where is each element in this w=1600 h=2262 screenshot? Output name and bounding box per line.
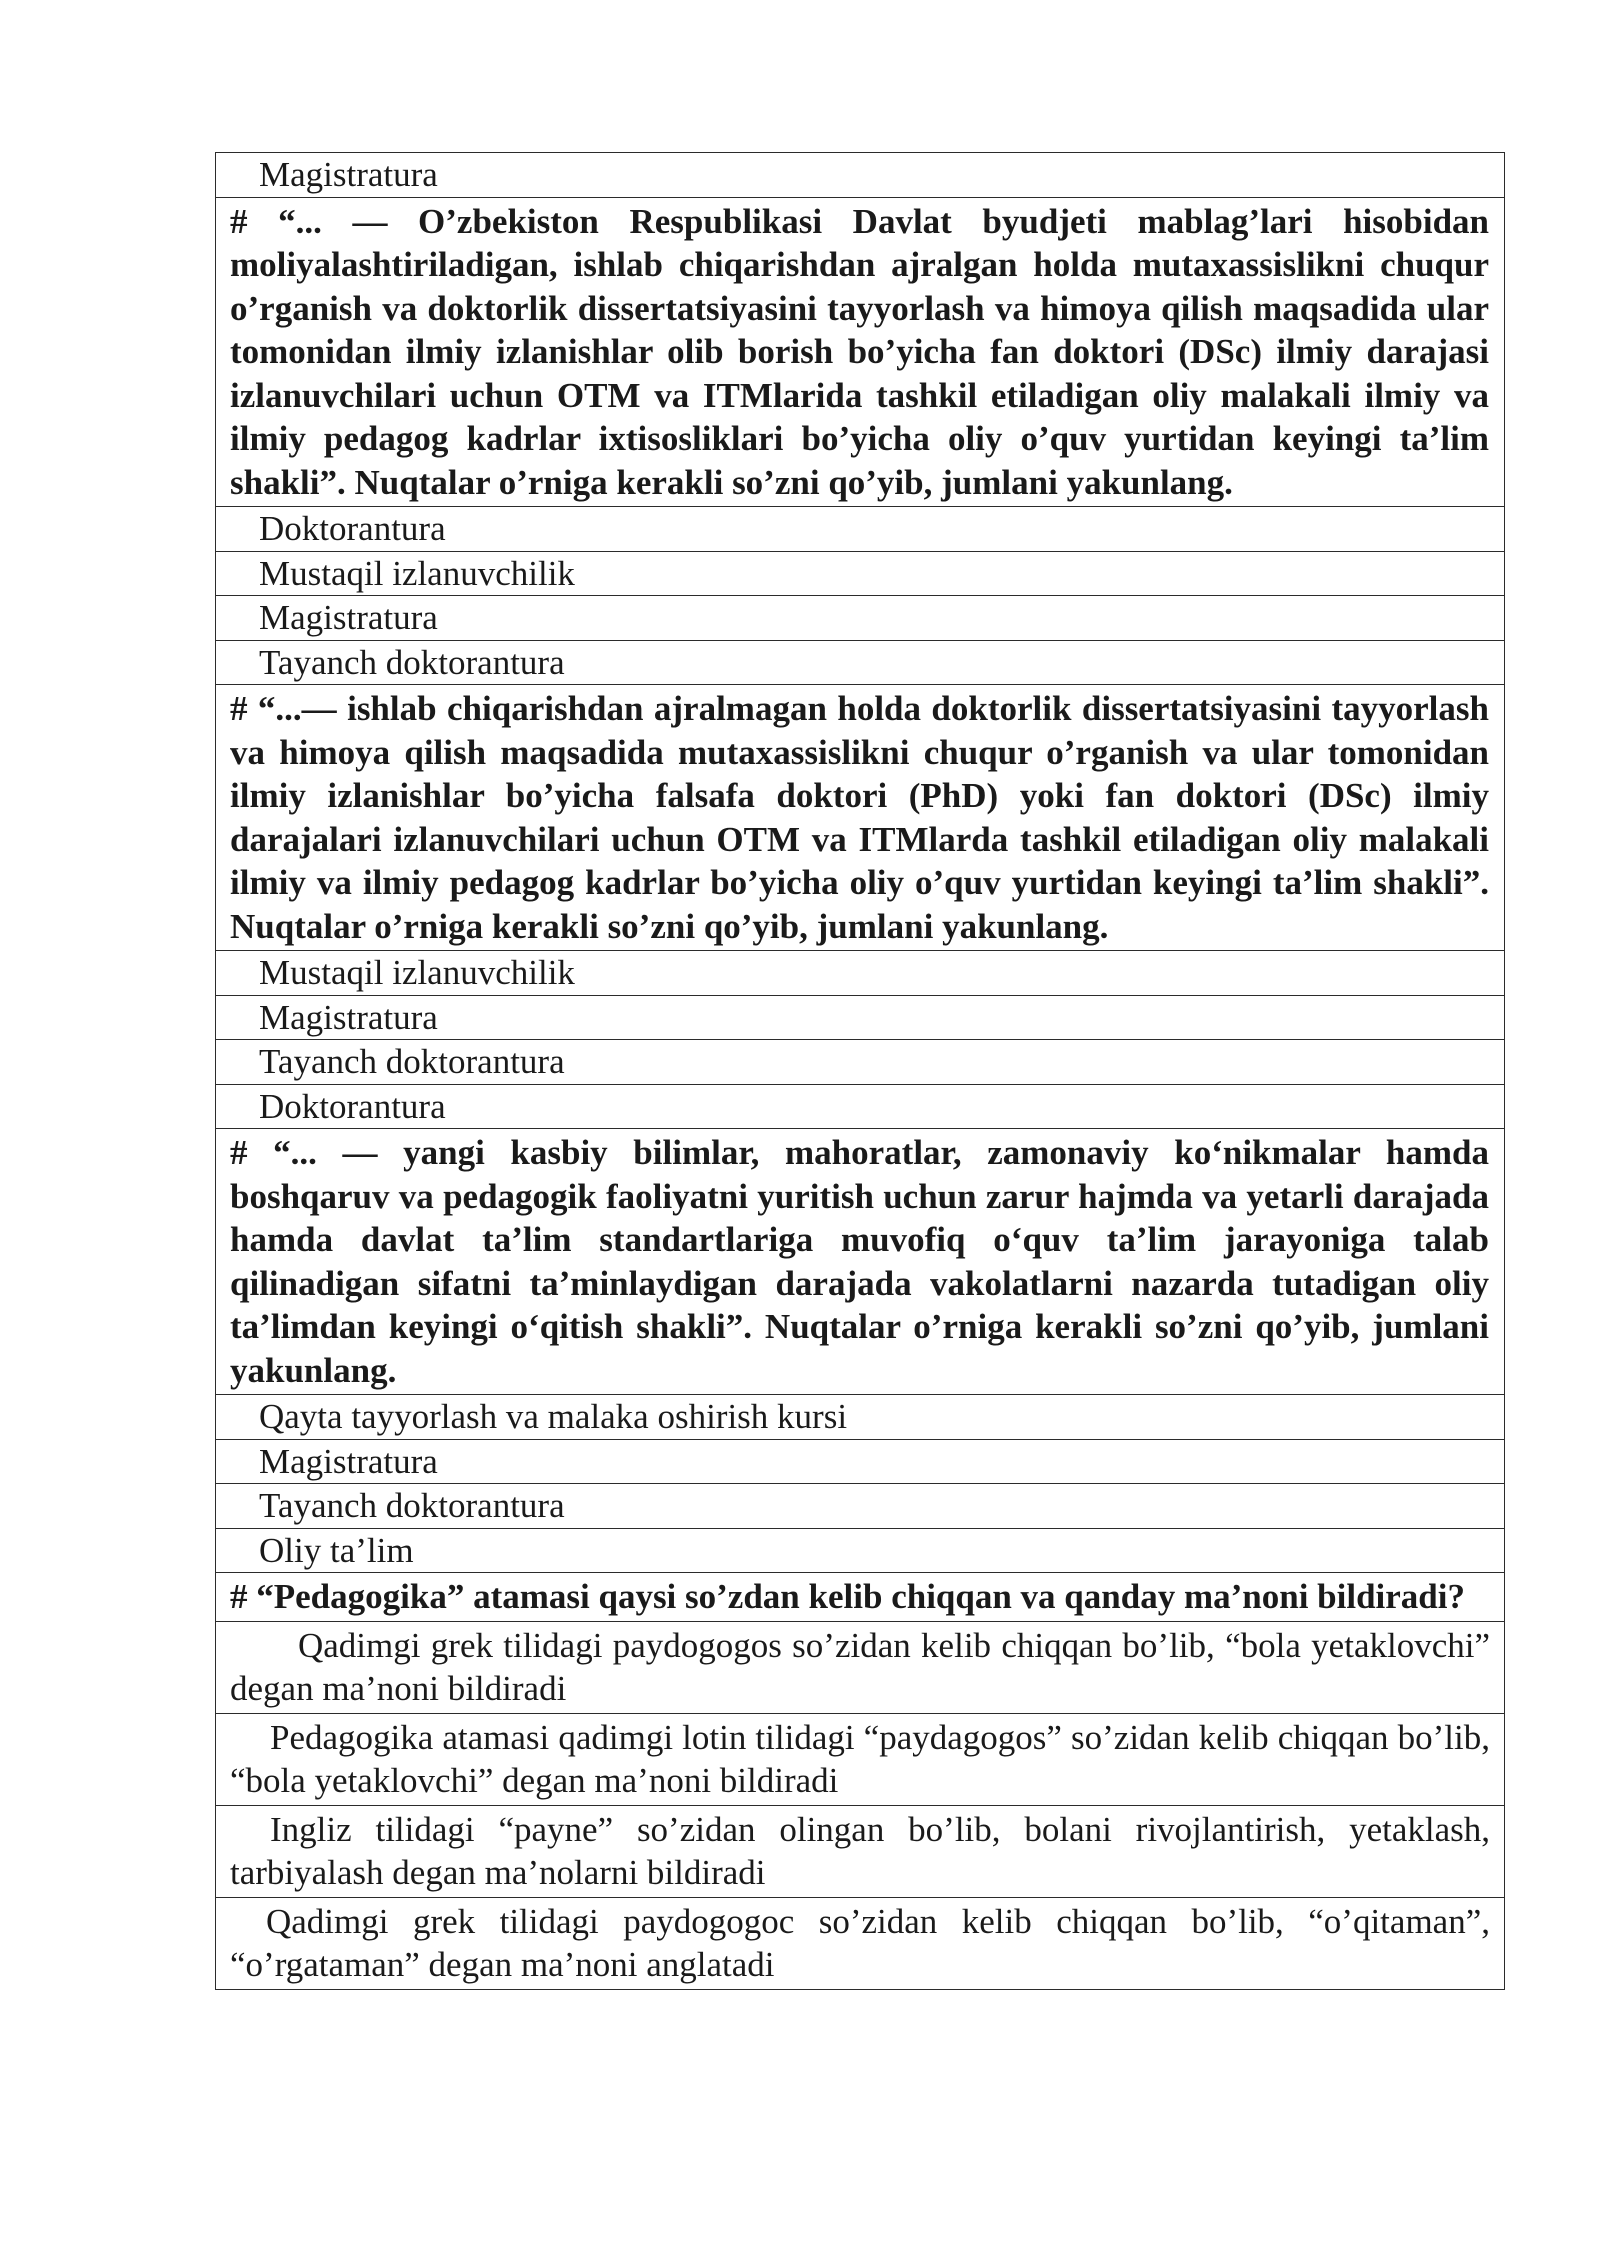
- answer-option: Qadimgi grek tilidagi paydogogoc so’zidan kelib chiqqan bo’lib, “o’qitaman”, “o’rgataman” degan ma’noni anglatadi: [216, 1897, 1505, 1989]
- table-row: [216, 1897, 1505, 1989]
- table-row: [216, 1040, 1505, 1085]
- answer-option: Mustaqil izlanuvchilik: [216, 951, 1505, 996]
- table-row: [216, 951, 1505, 996]
- answer-option: Pedagogika atamasi qadimgi lotin tilidagi “paydagogos” so’zidan kelib chiqqan bo’lib, “bola yetaklovchi” degan ma’noni bildiradi: [216, 1713, 1505, 1805]
- table-row: [216, 995, 1505, 1040]
- table-row: [216, 1805, 1505, 1897]
- table-row: [216, 1484, 1505, 1529]
- answer-option: Magistratura: [216, 596, 1505, 641]
- questions-table: [215, 152, 1505, 1990]
- answer-option: Doktorantura: [216, 1084, 1505, 1129]
- table-row: [216, 1084, 1505, 1129]
- answer-option: Ingliz tilidagi “payne” so’zidan olingan bo’lib, bolani rivojlantirish, yetaklash, tarbiyalash degan ma’nolarni bildiradi: [216, 1805, 1505, 1897]
- answer-option: Tayanch doktorantura: [216, 640, 1505, 685]
- question-text: # “...— ishlab chiqarishdan ajralmagan holda doktorlik dissertatsiyasini tayyorlash va himoya qilish maqsadida mutaxassislikni chuqur o’rganish va ular tomonidan ilmiy izlanishlar bo’yicha falsafa doktori (PhD) yoki fan doktori (DSc) ilmiy darajalari izlanuvchilari uchun OTM va ITMlarda tashkil etiladigan oliy malakali ilmiy va ilmiy pedagog kadrlar bo’yicha oliy o’quv yurtidan keyingi ta’lim shakli”. Nuqtalar o’rniga kerakli so’zni qo’yib, jumlani yakunlang.: [216, 685, 1505, 951]
- table-row: [216, 197, 1505, 507]
- question-text: # “Pedagogika” atamasi qaysi so’zdan kelib chiqqan va qanday ma’noni bildiradi?: [216, 1573, 1505, 1622]
- answer-option: Magistratura: [216, 995, 1505, 1040]
- answer-option: Doktorantura: [216, 507, 1505, 552]
- answer-option: Tayanch doktorantura: [216, 1484, 1505, 1529]
- table-row: [216, 1439, 1505, 1484]
- table-row: [216, 153, 1505, 198]
- table-row: [216, 1528, 1505, 1573]
- answer-option: Qadimgi grek tilidagi paydogogos so’zidan kelib chiqqan bo’lib, “bola yetaklovchi” degan ma’noni bildiradi: [216, 1621, 1505, 1713]
- answer-option: Tayanch doktorantura: [216, 1040, 1505, 1085]
- answer-option: Magistratura: [216, 153, 1505, 198]
- question-text: # “... — yangi kasbiy bilimlar, mahoratlar, zamonaviy koʻnikmalar hamda boshqaruv va pedagogik faoliyatni yuritish uchun zarur hajmda va yetarli darajada hamda davlat taʼlim standartlariga muvofiq oʻquv taʼlim jarayoniga talab qilinadigan sifatni taʼminlaydigan darajada vakolatlarni nazarda tutadigan oliy taʼlimdan keyingi oʻqitish shakli”. Nuqtalar o’rniga kerakli so’zni qo’yib, jumlani yakunlang.: [216, 1129, 1505, 1395]
- table-row: [216, 640, 1505, 685]
- answer-option: Qayta tayyorlash va malaka oshirish kursi: [216, 1395, 1505, 1440]
- answer-option: Oliy ta’lim: [216, 1528, 1505, 1573]
- answer-option: Mustaqil izlanuvchilik: [216, 551, 1505, 596]
- table-row: [216, 551, 1505, 596]
- table-row: [216, 1621, 1505, 1713]
- table-row: [216, 507, 1505, 552]
- table-row: [216, 596, 1505, 641]
- document-page: [215, 152, 1505, 1990]
- answer-option: Magistratura: [216, 1439, 1505, 1484]
- table-row: [216, 685, 1505, 951]
- table-row: [216, 1129, 1505, 1395]
- table-row: [216, 1395, 1505, 1440]
- table-row: [216, 1573, 1505, 1622]
- question-text: # “... — O’zbekiston Respublikasi Davlat byudjeti mablag’lari hisobidan moliyalashtiriladigan, ishlab chiqarishdan ajralgan holda mutaxassislikni chuqur o’rganish va doktorlik dissertatsiyasini tayyorlash va himoya qilish maqsadida ular tomonidan ilmiy izlanishlar olib borish bo’yicha fan doktori (DSc) ilmiy darajasi izlanuvchilari uchun OTM va ITMlarida tashkil etiladigan oliy malakali ilmiy va ilmiy pedagog kadrlar ixtisosliklari bo’yicha oliy o’quv yurtidan keyingi ta’lim shakli”. Nuqtalar o’rniga kerakli so’zni qo’yib, jumlani yakunlang.: [216, 197, 1505, 507]
- table-row: [216, 1713, 1505, 1805]
